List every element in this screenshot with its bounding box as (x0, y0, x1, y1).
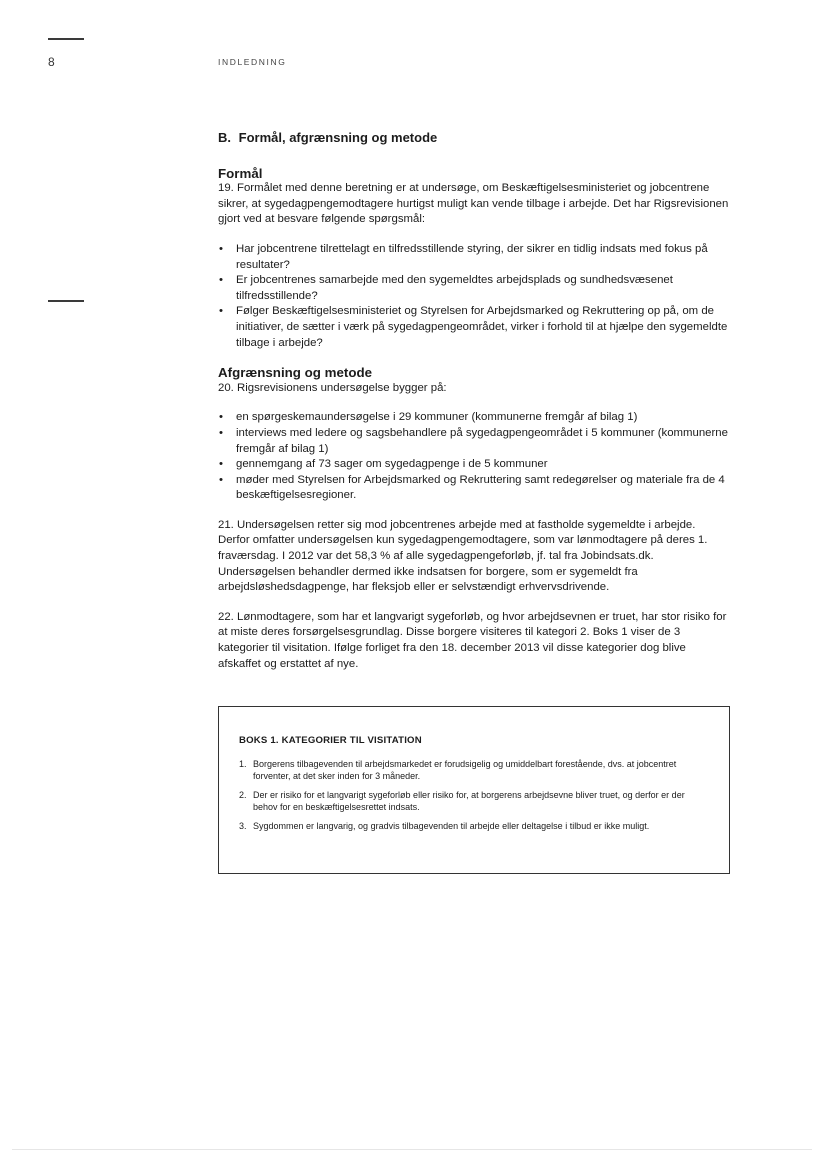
list-text: Der er risiko for et langvarigt sygeforløb eller risiko for, at borgerens arbejdsevne bliver truet, og derfor er der behov for en beskæftigelsesrettet indsats. (253, 790, 685, 812)
list-text: Borgerens tilbagevenden til arbejdsmarkedet er forudsigelig og umiddelbart forestående, dvs. at jobcentret forventer, at det sker inden for 3 måneder. (253, 759, 677, 781)
running-header: INDLEDNING (218, 57, 287, 67)
scan-edge-line (12, 1149, 812, 1150)
list-item: • Har jobcentrene tilrettelagt en tilfredsstillende styring, der sikrer en tidlig indsats med fokus på resultater? (218, 242, 730, 273)
list-item (239, 820, 705, 832)
list-item (239, 789, 705, 813)
subheading-formaal: Formål (218, 165, 263, 181)
page-number: 8 (48, 55, 55, 69)
question-list (218, 242, 730, 351)
list-number: 1. (239, 759, 247, 769)
subheading-afgraensning: Afgrænsning og metode (218, 365, 373, 381)
paragraph-19: 19. Formålet med denne beretning er at undersøge, om Beskæftigelsesministeriet og jobcentrene sikrer, at sygedagpengemodtagere hurtigst muligt kan vende tilbage i arbejde. Det har Rigsrevisionen gjort ved at besvare følgende spørgsmål: (218, 182, 729, 226)
margin-rule-top (48, 38, 84, 40)
list-item: • møder med Styrelsen for Arbejdsmarked og Rekruttering samt redegørelser og materiale fra de 4 beskæftigelsesregioner. (218, 473, 730, 504)
section-title-text: Formål, afgrænsning og metode (238, 130, 438, 145)
list-item: • en spørgeskemaundersøgelse i 29 kommuner (kommunerne fremgår af bilag 1) (218, 410, 730, 426)
list-number: 2. (239, 790, 247, 800)
main-content (218, 130, 730, 672)
method-list (218, 410, 730, 504)
list-item: • interviews med ledere og sagsbehandlere på sygedagpengeområdet i 5 kommuner (kommunerne fremgår af bilag 1) (218, 426, 730, 457)
list-item: • gennemgang af 73 sager om sygedagpenge i de 5 kommuner (218, 457, 730, 473)
paragraph-22: 22. Lønmodtagere, som har et langvarigt sygeforløb, og hvor arbejdsevnen er truet, har stor risiko for at miste deres forsørgelsesgrundlag. Disse borgere visiteres til kategori 2. Boks 1 viser de 3 kategorier til visitation. Ifølge forliget fra den 18. december 2013 vil disse kategorier dog blive afskaffet og erstattet af nye. (218, 610, 727, 670)
list-number: 3. (239, 821, 247, 831)
info-box (218, 706, 730, 874)
paragraph-21: 21. Undersøgelsen retter sig mod jobcentrenes arbejde med at fastholde sygemeldte i arbejde. Derfor omfatter undersøgelsen kun sygedagpengemodtagere, som var lønmodtagere på deres 1. fraværsdag. I 2012 var det 58,3 % af alle sygedagpengeforløb, jf. tal fra Jobindsats.dk. Undersøgelsen behandler dermed ikke indsatsen for borgere, som er sygemeldt fra arbejdsløshedsdagpenge, har fleksjob eller er selvstændigt erhvervsdrivende. (218, 518, 708, 594)
section-letter: B. (218, 130, 231, 145)
list-text: Sygdommen er langvarig, og gradvis tilbagevenden til arbejde eller deltagelse i tilbud er ikke muligt. (253, 821, 650, 831)
margin-rule-middle (48, 300, 84, 302)
paragraph-20: 20. Rigsrevisionens undersøgelse bygger på: (218, 381, 447, 394)
list-item: • Er jobcentrenes samarbejde med den sygemeldtes arbejdsplads og sundhedsvæsenet tilfredsstillende? (218, 273, 730, 304)
box-title: BOKS 1. KATEGORIER TIL VISITATION (239, 735, 422, 746)
section-title (218, 130, 730, 146)
list-item (239, 758, 705, 782)
list-item: • Følger Beskæftigelsesministeriet og Styrelsen for Arbejdsmarked og Rekruttering op på, om de initiativer, de sætter i værk på sygedagpengeområdet, virker i forhold til at hjælpe den sygemeldte tilbage i arbejde? (218, 304, 730, 351)
box-list (239, 758, 705, 832)
